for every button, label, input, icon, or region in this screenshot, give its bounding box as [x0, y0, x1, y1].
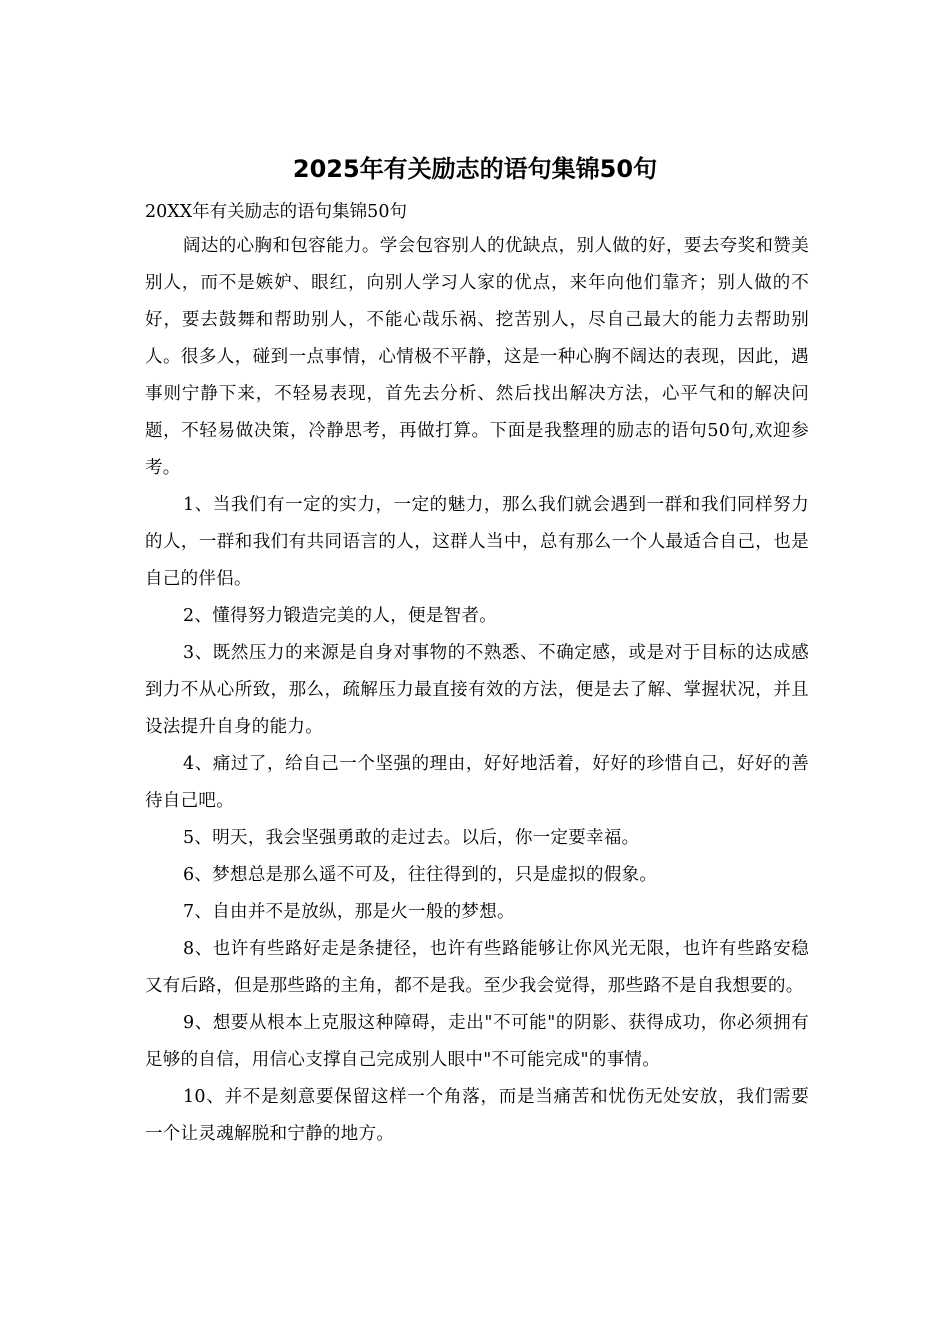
quote-paragraph-7: 7、自由并不是放纵，那是火一般的梦想。 — [183, 902, 515, 922]
document-body — [145, 198, 809, 1153]
quote-paragraph-9: 9、想要从根本上克服这种障碍，走出"不可能"的阴影、获得成功，你必须拥有足够的自信，用信心支撑自己完成别人眼中"不可能完成"的事情。 — [145, 1013, 809, 1070]
quote-paragraph-6: 6、梦想总是那么遥不可及，往往得到的，只是虚拟的假象。 — [183, 865, 658, 885]
quote-paragraph-4: 4、痛过了，给自己一个坚强的理由，好好地活着，好好的珍惜自己，好好的善待自己吧。 — [145, 754, 809, 811]
quote-paragraph-3: 3、既然压力的来源是自身对事物的不熟悉、不确定感，或是对于目标的达成感到力不从心所致，那么，疏解压力最直接有效的方法，便是去了解、掌握状况，并且设法提升自身的能力。 — [145, 643, 809, 737]
quote-paragraph-10: 10、并不是刻意要保留这样一个角落，而是当痛苦和忧伤无处安放，我们需要一个让灵魂解脱和宁静的地方。 — [145, 1087, 809, 1144]
document-subtitle: 20XX年有关励志的语句集锦50句 — [145, 202, 407, 222]
intro-paragraph: 阔达的心胸和包容能力。学会包容别人的优缺点，别人做的好，要去夸奖和赞美别人，而不是嫉妒、眼红，向别人学习人家的优点，来年向他们靠齐；别人做的不好，要去鼓舞和帮助别人，不能心哉乐祸、挖苦别人，尽自己最大的能力去帮助别人。很多人，碰到一点事情，心情极不平静，这是一种心胸不阔达的表现，因此，遇事则宁静下来，不轻易表现，首先去分析、然后找出解决方法，心平气和的解决问题，不轻易做决策，冷静思考，再做打算。下面是我整理的励志的语句50句,欢迎参考。 — [145, 236, 809, 478]
quote-paragraph-2: 2、懂得努力锻造完美的人，便是智者。 — [183, 606, 498, 626]
quote-paragraph-8: 8、也许有些路好走是条捷径，也许有些路能够让你风光无限，也许有些路安稳又有后路，但是那些路的主角，都不是我。至少我会觉得，那些路不是自我想要的。 — [145, 939, 809, 996]
quote-paragraph-5: 5、明天，我会坚强勇敢的走过去。以后，你一定要幸福。 — [183, 828, 640, 848]
document-title: 2025年有关励志的语句集锦50句 — [292, 155, 658, 183]
quote-paragraph-1: 1、当我们有一定的实力，一定的魅力，那么我们就会遇到一群和我们同样努力的人，一群和我们有共同语言的人，这群人当中，总有那么一个人最适合自己，也是自己的伴侣。 — [145, 495, 809, 589]
